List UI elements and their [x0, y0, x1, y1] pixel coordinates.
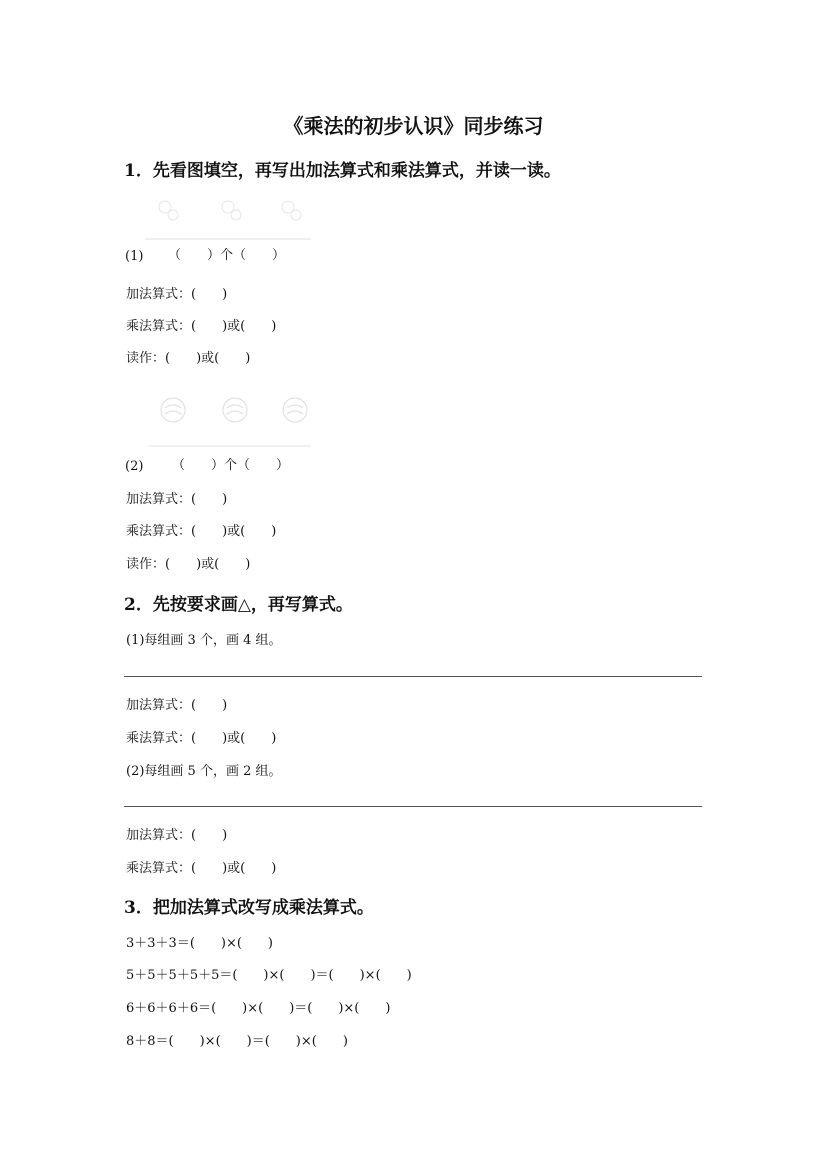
part-1-reading-line[interactable]: 读作：( )或( ) [126, 351, 251, 366]
part-1-label: (1) [125, 249, 144, 264]
q2-part-1-instruction: (1)每组画 3 个，画 4 组。 [126, 633, 282, 648]
part-2-addition-line[interactable]: 加法算式：( ) [126, 492, 228, 507]
q3-item-3[interactable]: 6＋6＋6＋6＝( )×( )＝( )×( ) [126, 1001, 391, 1016]
three-ball-groups-icon [147, 378, 313, 448]
part-2-count-blank[interactable]: （ ）个（ ） [172, 458, 290, 473]
q2-part-2-instruction: (2)每组画 5 个，画 2 组。 [126, 764, 282, 779]
q2-part-1-drawing-line[interactable] [124, 676, 702, 677]
q3-item-1[interactable]: 3＋3＋3＝( )×( ) [126, 936, 273, 951]
part-1-multiplication-line[interactable]: 乘法算式：( )或( ) [126, 319, 277, 334]
part-2-multiplication-line[interactable]: 乘法算式：( )或( ) [126, 524, 277, 539]
q2-part-1-multiplication-line[interactable]: 乘法算式：( )或( ) [126, 731, 277, 746]
page-title: 《乘法的初步认识》同步练习 [283, 114, 544, 138]
three-flower-groups-icon [143, 193, 313, 241]
q2-part-2-multiplication-line[interactable]: 乘法算式：( )或( ) [126, 861, 277, 876]
question-2-heading: 2．先按要求画△，再写算式。 [124, 595, 353, 615]
q2-part-2-drawing-line[interactable] [124, 806, 702, 807]
q2-part-2-addition-line[interactable]: 加法算式：( ) [126, 828, 228, 843]
part-1-addition-line[interactable]: 加法算式：( ) [126, 287, 228, 302]
q3-item-2[interactable]: 5＋5＋5＋5＋5＝( )×( )＝( )×( ) [126, 968, 412, 983]
part-2-label: (2) [125, 459, 144, 474]
part-2-reading-line[interactable]: 读作：( )或( ) [126, 557, 251, 572]
question-1-heading: 1．先看图填空，再写出加法算式和乘法算式，并读一读。 [124, 161, 561, 181]
q3-item-4[interactable]: 8＋8＝( )×( )＝( )×( ) [126, 1034, 348, 1049]
q2-part-1-addition-line[interactable]: 加法算式：( ) [126, 698, 228, 713]
question-3-heading: 3．把加法算式改写成乘法算式。 [124, 898, 374, 918]
part-1-count-blank[interactable]: （ ）个（ ） [168, 248, 286, 263]
